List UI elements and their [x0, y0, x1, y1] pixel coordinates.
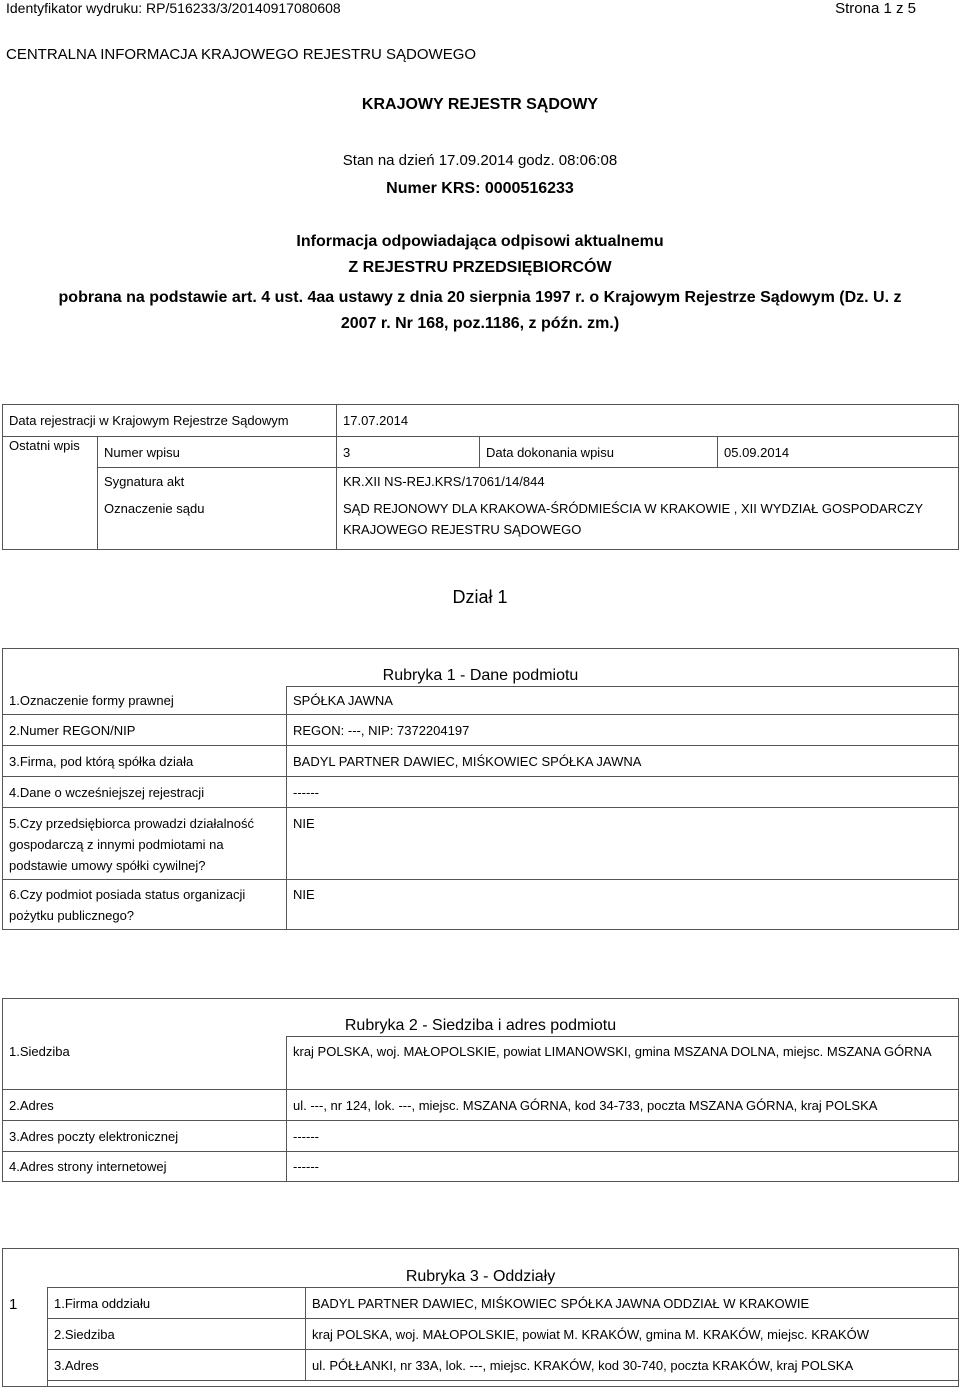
entry-no-label: Numer wpisu — [98, 437, 337, 468]
rub2-label-3: 3.Adres poczty elektronicznej — [3, 1121, 287, 1152]
info-line-1: Informacja odpowiadająca odpisowi aktualnemu — [296, 233, 664, 250]
rub1-value-2: REGON: ---, NIP: 7372204197 — [287, 715, 959, 746]
rub1-value-3: BADYL PARTNER DAWIEC, MIŚKOWIEC SPÓŁKA JAWNA — [287, 746, 959, 777]
reg-date-label: Data rejestracji w Krajowym Rejestrze Sądowym — [3, 405, 337, 437]
rub2-label-4: 4.Adres strony internetowej — [3, 1152, 287, 1182]
rub1-value-4: ------ — [287, 777, 959, 808]
entry-date-label: Data dokonania wpisu — [480, 437, 718, 468]
rub1-value-1: SPÓŁKA JAWNA — [287, 687, 959, 715]
rub1-value-6: NIE — [287, 880, 959, 930]
entry-date-value: 05.09.2014 — [718, 437, 959, 468]
rub3-value-1: BADYL PARTNER DAWIEC, MIŚKOWIEC SPÓŁKA JAWNA ODDZIAŁ W KRAKOWIE — [306, 1288, 959, 1319]
rub2-label-1: 1.Siedziba — [3, 1037, 287, 1090]
rub1-value-5: NIE — [287, 808, 959, 880]
last-entry-label-text: Ostatni wpis — [9, 438, 80, 453]
rub3-label-3: 3.Adres — [48, 1350, 306, 1381]
rub2-value-3: ------ — [287, 1121, 959, 1152]
rub3-label-1: 1.Firma oddziału — [48, 1288, 306, 1319]
rub1-label-4: 4.Dane o wcześniejszej rejestracji — [3, 777, 287, 808]
section-title: Dział 1 — [452, 587, 508, 607]
rub1-label-3: 3.Firma, pod którą spółka działa — [3, 746, 287, 777]
rub1-label-2: 2.Numer REGON/NIP — [3, 715, 287, 746]
rub3-filler-row — [48, 1381, 959, 1387]
print-id: Identyfikator wydruku: RP/516233/3/20140917080608 — [6, 0, 341, 16]
rub2-label-2: 2.Adres — [3, 1090, 287, 1121]
rubryka-1-title: Rubryka 1 - Dane podmiotu — [3, 649, 959, 687]
last-entry-label — [3, 437, 98, 550]
rubryka-2-table — [2, 998, 959, 1182]
court-value: SĄD REJONOWY DLA KRAKOWA-ŚRÓDMIEŚCIA W KRAKOWIE , XII WYDZIAŁ GOSPODARCZY KRAJOWEGO REJESTRU SĄDOWEGO — [337, 496, 959, 550]
rubryka-3-table — [2, 1248, 959, 1387]
rub3-value-2: kraj POLSKA, woj. MAŁOPOLSKIE, powiat M. KRAKÓW, gmina M. KRAKÓW, miejsc. KRAKÓW — [306, 1319, 959, 1350]
signature-value: KR.XII NS-REJ.KRS/17061/14/844 — [337, 468, 959, 496]
court-label: Oznaczenie sądu — [98, 496, 337, 550]
info-line-3: pobrana na podstawie art. 4 ust. 4aa ustawy z dnia 20 sierpnia 1997 r. o Krajowym Rejestrze Sądowym (Dz. U. z 2007 r. Nr 168, poz.1186, z późn. zm.) — [58, 289, 902, 332]
rub3-label-2: 2.Siedziba — [48, 1319, 306, 1350]
central-info-heading: CENTRALNA INFORMACJA KRAJOWEGO REJESTRU SĄDOWEGO — [6, 46, 477, 63]
rub2-value-4: ------ — [287, 1152, 959, 1182]
rub1-label-6: 6.Czy podmiot posiada status organizacji pożytku publicznego? — [3, 880, 287, 930]
registration-table — [2, 404, 959, 550]
rub3-value-3: ul. PÓŁŁANKI, nr 33A, lok. ---, miejsc. KRAKÓW, kod 30-740, poczta KRAKÓW, kraj POLSKA — [306, 1350, 959, 1381]
info-line-2: Z REJESTRU PRZEDSIĘBIORCÓW — [348, 259, 612, 276]
branch-index: 1 — [3, 1288, 48, 1387]
krs-number: Numer KRS: 0000516233 — [386, 180, 574, 197]
rubryka-2-title: Rubryka 2 - Siedziba i adres podmiotu — [3, 999, 959, 1037]
reg-date-value: 17.07.2014 — [337, 405, 959, 437]
as-of-date: Stan na dzień 17.09.2014 godz. 08:06:08 — [342, 152, 618, 169]
entry-no-value: 3 — [337, 437, 480, 468]
rubryka-3-title: Rubryka 3 - Oddziały — [3, 1249, 959, 1288]
rubryka-1-table — [2, 648, 959, 930]
rub2-value-1: kraj POLSKA, woj. MAŁOPOLSKIE, powiat LIMANOWSKI, gmina MSZANA DOLNA, miejsc. MSZANA GÓRNA — [287, 1037, 959, 1090]
rub1-label-5: 5.Czy przedsiębiorca prowadzi działalność gospodarczą z innymi podmiotami na podstawie umowy spółki cywilnej? — [3, 808, 287, 880]
registry-title: KRAJOWY REJESTR SĄDOWY — [361, 96, 599, 113]
rub1-label-1: 1.Oznaczenie formy prawnej — [3, 687, 287, 715]
page-number: Strona 1 z 5 — [835, 0, 916, 17]
signature-label: Sygnatura akt — [98, 468, 337, 496]
rub2-value-2: ul. ---, nr 124, lok. ---, miejsc. MSZANA GÓRNA, kod 34-733, poczta MSZANA GÓRNA, kraj POLSKA — [287, 1090, 959, 1121]
